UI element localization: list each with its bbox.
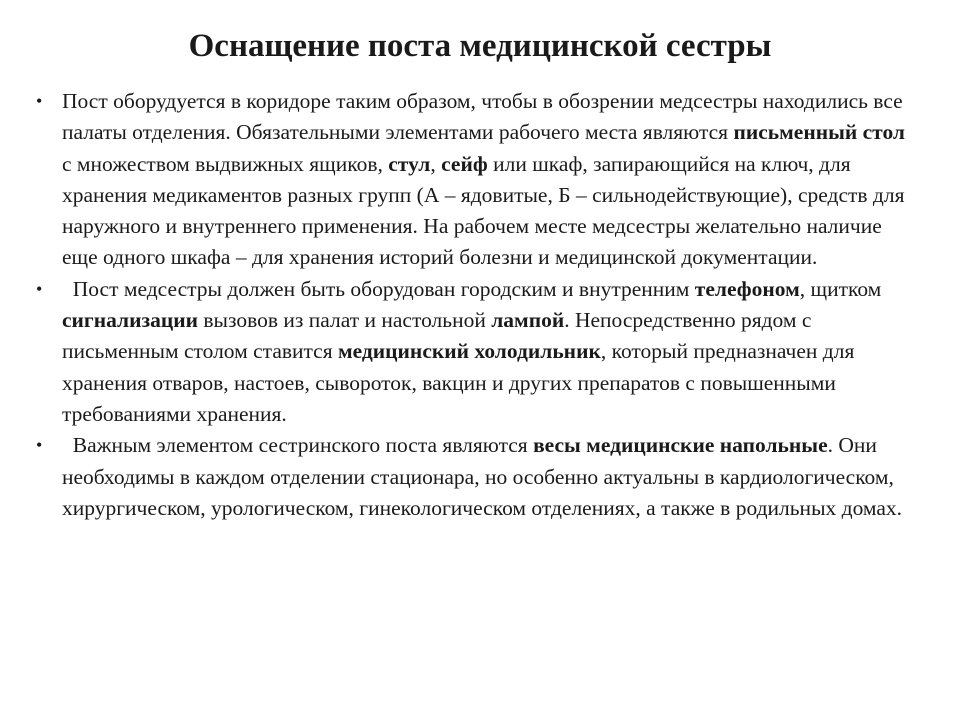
bullet-item bbox=[36, 274, 916, 430]
text-run: с множеством выдвижных ящиков, bbox=[62, 151, 389, 176]
bullet-list bbox=[36, 86, 916, 524]
text-run: Пост медсестры должен быть оборудован городским и внутренним bbox=[62, 276, 695, 301]
bullet-mark: • bbox=[36, 435, 43, 456]
text-run: или шкаф, запирающийся на ключ, для хранения медикаментов разных групп (А – ядовитые, Б – сильнодействующие), средств для наружного и внутреннего применения. На рабочем месте медсестры желательно наличие еще одного шкафа – для хранения историй болезни и медицинской документации. bbox=[62, 151, 905, 270]
bold-text-run: лампой bbox=[491, 308, 565, 333]
bold-text-run: сигнализации bbox=[62, 308, 199, 333]
bullet-mark: • bbox=[36, 278, 43, 299]
paragraph-text bbox=[62, 433, 902, 520]
text-run: . Непосредственно рядом с письменным столом ставится bbox=[62, 308, 812, 364]
text-run: , щитком bbox=[799, 276, 882, 301]
paragraph-text bbox=[62, 89, 905, 269]
bold-text-run: сейф bbox=[441, 151, 488, 176]
paragraph-text bbox=[62, 277, 881, 426]
bold-text-run: телефоном bbox=[694, 276, 800, 301]
text-run: . Они необходимы в каждом отделении стационара, но особенно актуальны в кардиологическом, хирургическом, урологическом, гинекологическом отделениях, а также в родильных домах. bbox=[62, 433, 903, 520]
bold-text-run: стул bbox=[388, 151, 431, 176]
text-run: , bbox=[430, 151, 442, 176]
text-run: Пост оборудуется в коридоре таким образом, чтобы в обозрении медсестры находились все палаты отделения. Обязательными элементами рабочего места являются bbox=[62, 89, 903, 145]
bold-text-run: письменный стол bbox=[733, 120, 905, 145]
bullet-item bbox=[36, 86, 916, 274]
bold-text-run: медицинский холодильник bbox=[337, 339, 601, 364]
text-run: Важным элементом сестринского поста являются bbox=[62, 433, 534, 458]
bullet-mark: • bbox=[36, 91, 43, 111]
bullet-item bbox=[36, 430, 916, 524]
slide-title: Оснащение поста медицинской сестры bbox=[188, 28, 772, 64]
text-run: , который предназначен для хранения отваров, настоев, сывороток, вакцин и других препаратов с повышенными требованиями хранения. bbox=[62, 339, 855, 426]
bold-text-run: весы медицинские напольные bbox=[533, 433, 828, 458]
text-run: вызовов из палат и настольной bbox=[198, 308, 492, 333]
